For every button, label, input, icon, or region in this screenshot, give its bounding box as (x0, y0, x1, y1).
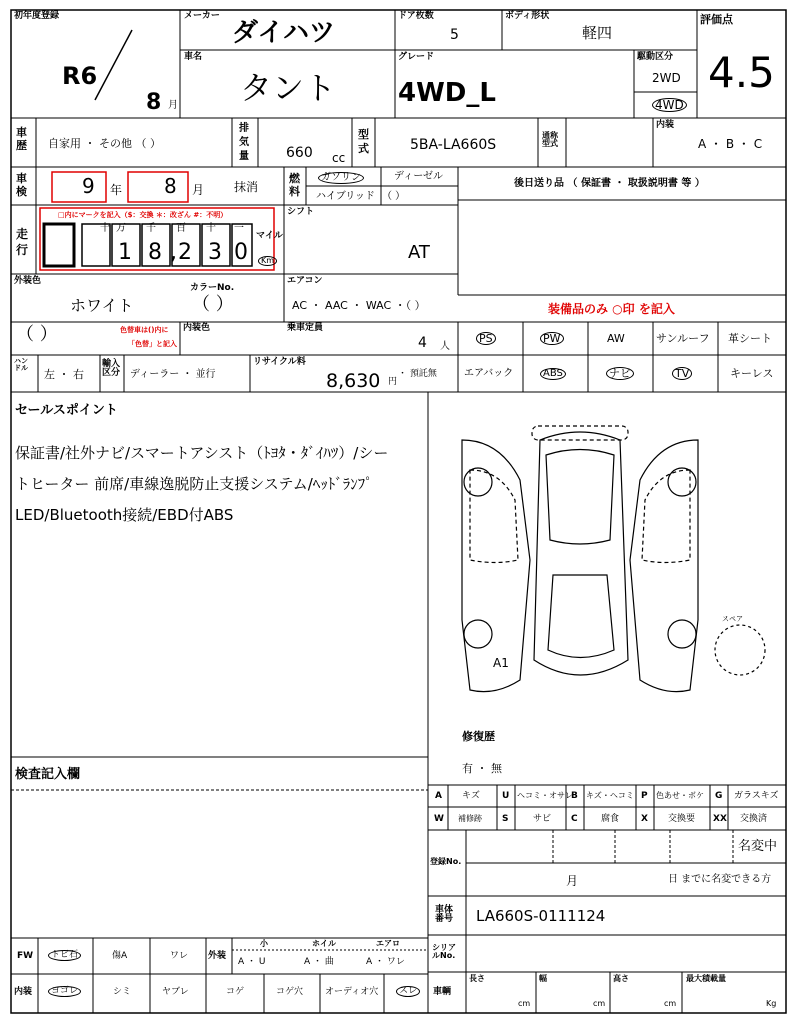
max-load-unit: Kg (766, 999, 777, 1008)
grade-value: 4WD_L (398, 78, 496, 108)
legend-code-c: C (571, 814, 578, 824)
legend-code-u: U (502, 791, 510, 801)
first-reg-label: 初年度登録 (14, 11, 60, 21)
fuel-label: 燃料 (289, 172, 300, 198)
odometer-comma: , (170, 240, 177, 265)
odometer-digit-1: 1 (118, 240, 132, 265)
max-load-label: 最大積載量 (686, 974, 726, 983)
legend-text-u: ヘコミ・オサレ (517, 791, 573, 800)
int-wear: スレ (396, 986, 420, 997)
legend-text-x: 交換要 (668, 814, 696, 824)
color-code-value: （ ） (192, 294, 234, 315)
equip-pw: PW (540, 332, 564, 345)
odometer-digit-5: 0 (234, 240, 248, 265)
int-dirt: ヨゴレ (48, 986, 81, 997)
fw-chip: トビ石 (48, 950, 81, 961)
inspection-month-unit: 月 (192, 183, 205, 197)
legend-code-a: A (435, 791, 442, 801)
shift-value: AT (408, 242, 430, 263)
common-model-label: 通称型式 (542, 131, 558, 148)
score-label: 評価点 (700, 13, 733, 26)
legend-text-s: サビ (533, 814, 552, 824)
fw-scratch: 傷A (112, 951, 128, 961)
fw-crack: ワレ (170, 951, 189, 961)
height-label: 高さ (613, 974, 629, 983)
odometer-unit-ten: 十 (100, 223, 110, 234)
name-change-pending: 名変中 (738, 839, 778, 854)
displacement-label: 排気量 (239, 123, 249, 162)
fuel-diesel: ディーゼル (394, 171, 443, 182)
displacement-unit: cc (332, 151, 346, 165)
interior-color-paren: （ ） (16, 324, 58, 345)
registration-month-unit: 月 (566, 874, 579, 888)
int-burn-hole: コゲ穴 (276, 987, 304, 997)
doors-label: ドア枚数 (398, 11, 434, 21)
fuel-other: （ ） (382, 191, 406, 202)
body-label: ボディ形状 (505, 11, 550, 21)
vin-value: LA660S-0111124 (476, 907, 606, 925)
equipment-title: 装備品のみ ○印 を記入 (548, 302, 675, 316)
length-unit: cm (518, 999, 531, 1008)
body-value: 軽四 (582, 24, 613, 42)
handle-label: ハンドル (14, 357, 28, 372)
interior-label: 内装 (14, 987, 33, 997)
odometer-unit-sen: 千 (146, 223, 156, 234)
equip-ps: PS (476, 332, 496, 345)
handle-value: 左 ・ 右 (44, 368, 84, 381)
first-reg-month: 8 (146, 90, 162, 115)
legend-text-p: 色あせ・ボケ (656, 791, 704, 800)
registration-deadline: 日 までに名変できる方 (668, 874, 772, 885)
legend-text-a: キズ (462, 791, 480, 801)
score-value: 4.5 (708, 48, 775, 97)
drive-2wd: 2WD (652, 71, 681, 85)
legend-code-xx: XX (713, 814, 727, 824)
legend-code-w: W (434, 814, 444, 824)
legend-code-s: S (502, 814, 509, 824)
exterior-color-label: 外装色 (14, 276, 42, 286)
inspection-label: 車検 (16, 172, 27, 198)
length-label: 長さ (469, 974, 485, 983)
car-name-value: タント (240, 69, 337, 107)
legend-text-b: キズ・ヘコミ (586, 791, 634, 800)
int-audio-hole: オーディオ穴 (325, 987, 379, 997)
aircon-label: エアコン (287, 276, 323, 286)
legend-text-c: 腐食 (601, 814, 620, 824)
sales-point-label: セールスポイント (15, 403, 118, 418)
sales-line-3: LED/Bluetooth接続/EBD付ABS (15, 506, 234, 524)
fw-label: FW (17, 951, 34, 961)
inspection-year: 9 (82, 174, 95, 198)
inspection-month: 8 (164, 174, 177, 198)
car-diagram (462, 426, 765, 692)
sales-line-1: 保証書/社外ナビ/スマートアシスト（ﾄﾖﾀ・ﾀﾞｲﾊﾂ）/シー (15, 444, 389, 462)
color-change-note-2: 「色替」と記入 (128, 340, 177, 348)
legend-code-b: B (571, 791, 578, 801)
fuel-gasoline: ガソリン (318, 172, 364, 184)
color-change-note-1: 色替車は()内に (120, 326, 169, 334)
model-value: 5BA-LA660S (410, 137, 497, 153)
import-label: 輸入区分 (102, 359, 121, 378)
int-tear: ヤブレ (162, 987, 189, 997)
odometer-mile: マイル (256, 231, 283, 241)
drive-label: 駆動区分 (637, 52, 674, 62)
doors-value: 5 (450, 27, 459, 43)
car-name-label: 車名 (184, 52, 203, 62)
recycle-label: リサイクル料 (253, 357, 306, 367)
first-reg-month-unit: 月 (168, 100, 178, 111)
odometer-unit-hyaku: 百 (176, 223, 186, 234)
int-burn: コゲ (226, 987, 245, 997)
registration-label: 登録No. (430, 857, 462, 866)
legend-text-w: 補修跡 (458, 814, 482, 823)
inspection-year-unit: 年 (110, 183, 123, 197)
odometer-unit-juu: 十 (206, 223, 216, 234)
serial-label: シリアルNo. (432, 943, 456, 960)
equip-airbag: エアバック (464, 368, 514, 379)
interior-grade-label: 内装 (656, 120, 675, 130)
odometer-unit-man: 万 (116, 223, 126, 234)
legend-text-xx: 交換済 (740, 814, 768, 824)
interior-color-label: 内装色 (183, 323, 211, 333)
legend-code-x: X (641, 814, 648, 824)
width-label: 幅 (539, 974, 547, 983)
sales-line-2: トヒーター 前席/車線逸脱防止支援システム/ﾍｯﾄﾞﾗﾝﾌﾟ (15, 475, 373, 493)
equip-leather: 革シート (728, 332, 772, 345)
odometer-digit-3: 2 (178, 240, 192, 265)
exterior-label: 外装 (208, 951, 227, 961)
aircon-value: AC ・ AAC ・ WAC ・（ ） (292, 299, 426, 312)
legend-text-g: ガラスキズ (734, 791, 779, 801)
equip-navi: ナビ (606, 367, 634, 380)
equip-tv: TV (672, 367, 692, 380)
ext-head-small: 小 (260, 939, 268, 948)
ext-aero-value: A ・ ワレ (366, 957, 405, 967)
ext-head-wheel: ホイル (312, 939, 336, 948)
import-value: ディーラー ・ 並行 (130, 369, 216, 380)
maker-label: メーカー (184, 11, 220, 21)
drive-4wd: 4WD (652, 98, 687, 112)
first-reg-era: R6 (62, 62, 98, 90)
interior-grade-value: A ・ B ・ C (698, 137, 763, 151)
odometer-digit-2: 8 (148, 240, 162, 265)
recycle-value: 8,630 (326, 370, 381, 392)
vin-label: 車体番号 (435, 905, 454, 924)
equip-aw: AW (607, 332, 625, 345)
height-unit: cm (664, 999, 677, 1008)
odometer-km: Km (258, 256, 277, 266)
odometer-note: □内にマークを記入（$：交換 ＊：改ざん #：不明） (58, 211, 228, 219)
recycle-unit: 円 (388, 377, 398, 387)
grade-label: グレード (398, 52, 435, 62)
ext-head-aero: エアロ (376, 939, 400, 948)
legend-code-g: G (715, 791, 723, 801)
maker-value: ダイハツ (232, 18, 335, 48)
inspection-notes-label: 検査記入欄 (15, 767, 81, 782)
fuel-hybrid: ハイブリッド (316, 191, 375, 202)
displacement-value: 660 (286, 145, 313, 161)
ext-wheel-value: A ・ 曲 (304, 957, 334, 967)
history-value: 自家用 ・ その他 （ ） (48, 137, 161, 150)
history-label: 車歴 (16, 126, 27, 152)
dimensions-label: 車輌 (433, 987, 452, 997)
equip-sunroof: サンルーフ (656, 332, 710, 345)
inspection-erased: 抹消 (234, 180, 259, 194)
capacity-unit: 人 (440, 341, 450, 352)
shift-label: シフト (287, 207, 315, 217)
capacity-label: 乗車定員 (287, 323, 324, 333)
equip-keyless: キーレス (730, 367, 774, 380)
model-label: 型式 (358, 128, 369, 155)
spare-label: スペア (722, 615, 743, 623)
repair-history-label: 修復歴 (462, 730, 495, 743)
repair-history-value: 有 ・ 無 (462, 762, 502, 775)
recycle-deposit: ・ 預託無 (398, 369, 437, 379)
documents-line: 後日送り品 （ 保証書 ・ 取扱説明書 等 ） (514, 178, 705, 189)
equip-abs: ABS (540, 368, 566, 380)
legend-code-p: P (641, 791, 648, 801)
odometer-label: 走行 (16, 227, 29, 257)
ext-small-value: A ・ U (238, 957, 266, 967)
odometer-unit-ichi: 一 (234, 223, 244, 234)
color-code-label: カラーNo. (190, 283, 235, 293)
exterior-color-value: ホワイト (70, 296, 134, 315)
width-unit: cm (593, 999, 606, 1008)
odometer-digit-4: 3 (208, 240, 222, 265)
capacity-value: 4 (418, 335, 427, 351)
damage-mark-a1: A1 (493, 656, 509, 670)
int-stain: シミ (113, 987, 132, 997)
